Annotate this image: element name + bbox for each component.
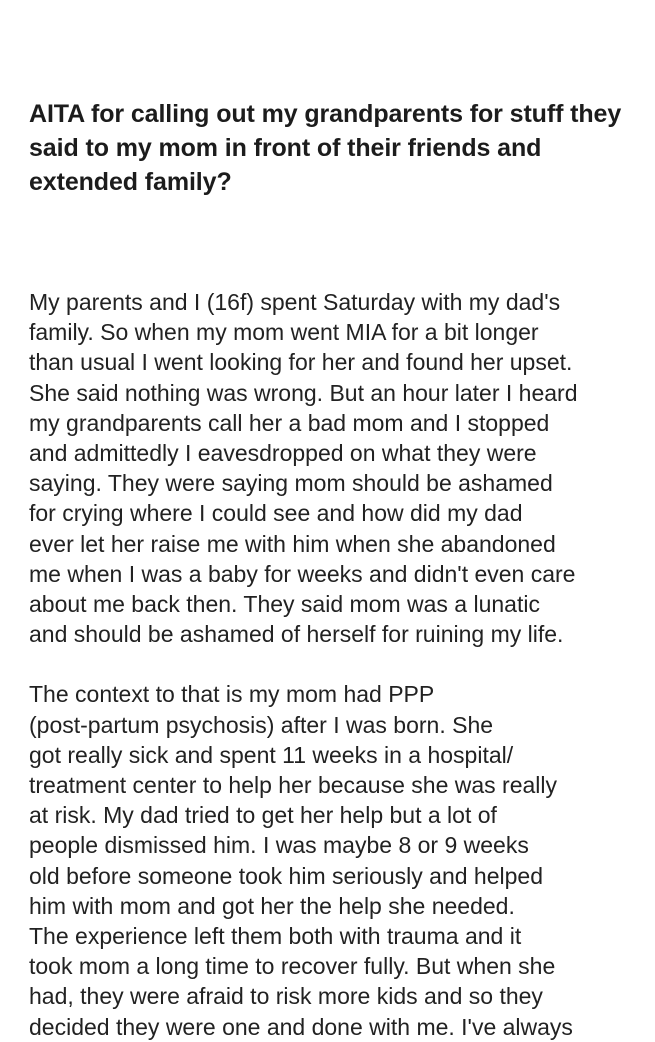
text-line: family. So when my mom went MIA for a bit longer — [29, 319, 539, 346]
text-line: for crying where I could see and how did my dad — [29, 500, 523, 527]
post-body — [29, 287, 641, 1042]
text-line: ever let her raise me with him when she abandoned — [29, 530, 556, 557]
text-line: my grandparents call her a bad mom and I stopped — [29, 409, 550, 436]
text-line: The context to that is my mom had PPP — [29, 681, 435, 708]
text-line: about me back then. They said mom was a lunatic — [29, 591, 540, 618]
text-line: treatment center to help her because she was really — [29, 772, 558, 799]
text-line: The experience left them both with trauma and it — [29, 923, 522, 950]
text-line: at risk. My dad tried to get her help but a lot of — [29, 802, 497, 829]
text-line: people dismissed him. I was maybe 8 or 9 weeks — [29, 832, 529, 859]
text-line: had, they were afraid to risk more kids and so they — [29, 983, 543, 1010]
text-line: (post-partum psychosis) after I was born. She — [29, 711, 494, 738]
text-line: My parents and I (16f) spent Saturday with my dad's — [29, 289, 561, 315]
text-line: saying. They were saying mom should be ashamed — [29, 470, 553, 497]
text-line: took mom a long time to recover fully. But when she — [29, 953, 556, 980]
paragraph-2 — [29, 679, 641, 1041]
paragraph-1 — [29, 287, 641, 649]
text-line: She said nothing was wrong. But an hour later I heard — [29, 379, 578, 406]
text-line: old before someone took him seriously and helped — [29, 862, 543, 889]
text-line: and admittedly I eavesdropped on what they were — [29, 440, 537, 467]
text-line: and should be ashamed of herself for ruining my life. — [29, 621, 564, 648]
text-line: decided they were one and done with me. I've always — [29, 1013, 573, 1040]
post-title: AITA for calling out my grandparents for stuff they said to my mom in front of their friends and extended family? — [29, 100, 622, 196]
text-line: him with mom and got her the help she needed. — [29, 892, 515, 919]
text-line: me when I was a baby for weeks and didn't even care — [29, 560, 576, 587]
text-line: got really sick and spent 11 weeks in a hospital/ — [29, 741, 514, 768]
text-line: than usual I went looking for her and found her upset. — [29, 349, 573, 376]
